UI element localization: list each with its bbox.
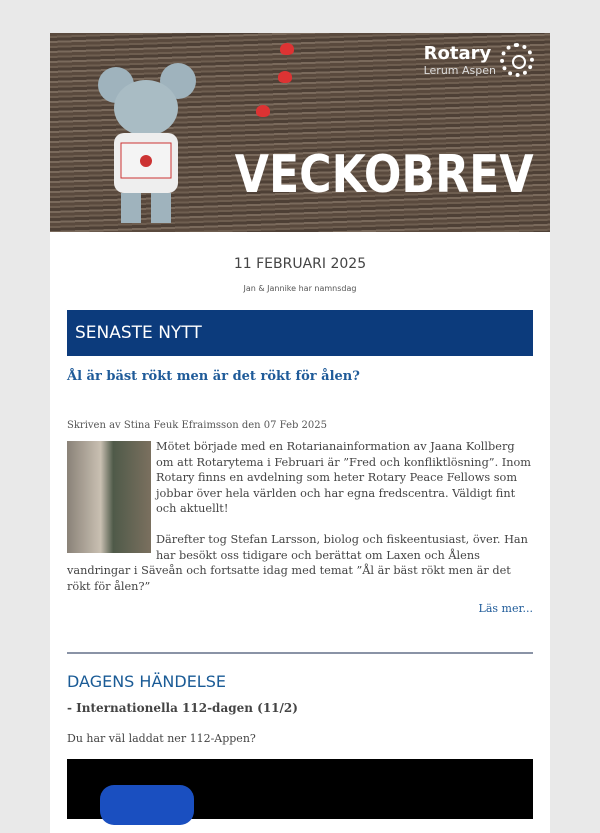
article-title-link[interactable]: Ål är bäst rökt men är det rökt för ålen? [67, 369, 360, 384]
heart-icon [280, 43, 294, 55]
read-more-link[interactable]: Läs mer... [478, 602, 533, 615]
divider [67, 652, 533, 654]
app-icon [100, 785, 194, 825]
event-title: - Internationella 112-dagen (11/2) [67, 701, 298, 715]
section-heading: DAGENS HÄNDELSE [67, 672, 226, 691]
issue-date: 11 FEBRUARI 2025 [233, 256, 367, 272]
article-body: Mötet började med en Rotarianainformation av Jaana Kollberg om att Rotarytema i Februari är ”Fred och konfliktlösning”. Inom Rotary finns en avdelning som heter Rotary Peace Fellows som jobbar över hela världen och har egna fredscentra. Väldigt fint och aktuellt! Därefter tog Stefan Larsson, biolog och fiskeentusiast, över. Han har besökt oss tidigare och berättat om Laxen och Ålens vandringar i Säveån och fortsatte idag med temat ”Ål är bäst rökt men är det rökt för ålen?” [67, 440, 532, 593]
heart-icon [278, 71, 292, 83]
rotary-logo: Rotary Lerum Aspen [424, 43, 534, 77]
nameday: Jan & Jannike har namnsdag [243, 284, 357, 293]
article-byline: Skriven av Stina Feuk Efraimsson den 07 Feb 2025 [67, 420, 328, 431]
article-photo [67, 441, 151, 553]
header-banner [50, 33, 550, 232]
newsletter-title: VECKOBREV [235, 145, 534, 205]
heart-icon [256, 105, 270, 117]
app-image [67, 759, 533, 819]
newsletter [50, 33, 550, 833]
event-text: Du har väl laddat ner 112-Appen? [67, 732, 256, 745]
rotary-wheel-icon [500, 43, 534, 77]
section-heading: SENASTE NYTT [67, 310, 533, 356]
mouse-figurine-image [96, 63, 206, 228]
